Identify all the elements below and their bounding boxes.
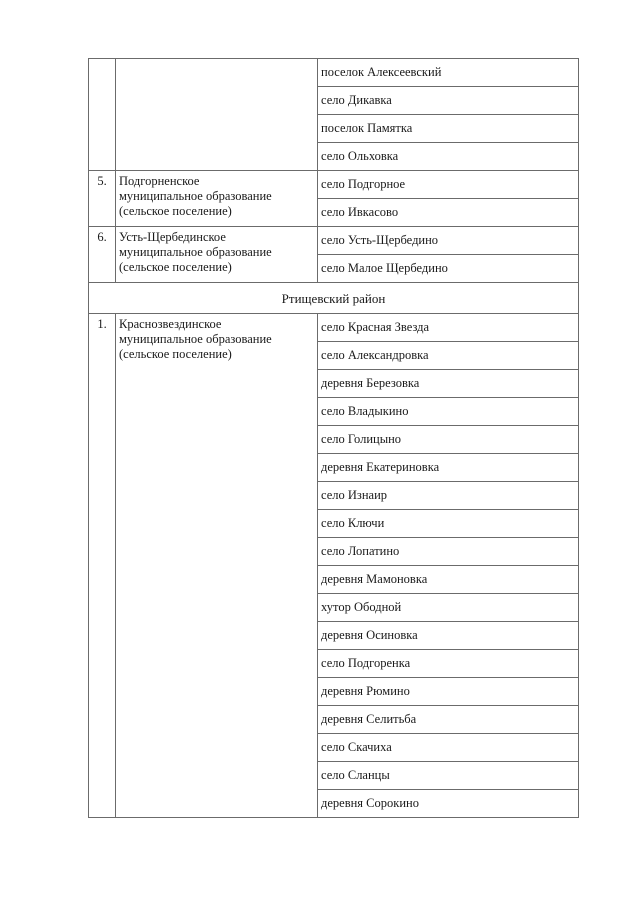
municipality-line: Краснозвездинское xyxy=(119,317,222,331)
municipality-cell xyxy=(116,59,318,171)
settlement-cell: село Подгоренка xyxy=(318,650,579,678)
settlement-cell: деревня Осиновка xyxy=(318,622,579,650)
municipality-line: Усть-Щербединское xyxy=(119,230,226,244)
settlement-cell: село Подгорное xyxy=(318,171,579,199)
settlement-cell: деревня Екатериновка xyxy=(318,454,579,482)
row-number: 6. xyxy=(89,227,116,283)
settlement-cell: село Дикавка xyxy=(318,87,579,115)
settlement-cell: село Ивкасово xyxy=(318,199,579,227)
municipality-line: Подгорненское xyxy=(119,174,200,188)
table-body xyxy=(89,59,579,818)
district-title: Ртищевский район xyxy=(89,283,579,314)
settlement-cell: село Усть-Щербедино xyxy=(318,227,579,255)
municipality-line: муниципальное образование xyxy=(119,332,272,346)
settlement-cell: деревня Березовка xyxy=(318,370,579,398)
settlement-cell: село Александровка xyxy=(318,342,579,370)
settlement-cell: деревня Мамоновка xyxy=(318,566,579,594)
settlement-cell: село Лопатино xyxy=(318,538,579,566)
settlement-cell: село Сланцы xyxy=(318,762,579,790)
row-number-cell xyxy=(89,59,116,171)
settlement-cell: село Красная Звезда xyxy=(318,314,579,342)
row-number: 1. xyxy=(89,314,116,818)
district-row xyxy=(89,283,579,314)
settlement-cell: село Изнаир xyxy=(318,482,579,510)
municipality-name xyxy=(116,171,318,227)
settlement-cell: хутор Ободной xyxy=(318,594,579,622)
row-number: 5. xyxy=(89,171,116,227)
settlement-cell: село Владыкино xyxy=(318,398,579,426)
settlement-cell: село Голицыно xyxy=(318,426,579,454)
municipality-line: (сельское поселение) xyxy=(119,260,232,274)
settlement-cell: село Малое Щербедино xyxy=(318,255,579,283)
municipality-line: муниципальное образование xyxy=(119,189,272,203)
municipality-name xyxy=(116,227,318,283)
table-row xyxy=(89,314,579,342)
settlement-cell: деревня Селитьба xyxy=(318,706,579,734)
table-row xyxy=(89,59,579,87)
municipality-line: (сельское поселение) xyxy=(119,347,232,361)
settlements-table xyxy=(88,58,579,818)
settlement-cell: деревня Сорокино xyxy=(318,790,579,818)
settlement-cell: село Ключи xyxy=(318,510,579,538)
table-row xyxy=(89,171,579,199)
settlement-cell: поселок Алексеевский xyxy=(318,59,579,87)
municipality-line: (сельское поселение) xyxy=(119,204,232,218)
municipality-name xyxy=(116,314,318,818)
settlement-cell: село Ольховка xyxy=(318,143,579,171)
table-row xyxy=(89,227,579,255)
settlement-cell: деревня Рюмино xyxy=(318,678,579,706)
municipality-line: муниципальное образование xyxy=(119,245,272,259)
settlement-cell: село Скачиха xyxy=(318,734,579,762)
settlement-cell: поселок Памятка xyxy=(318,115,579,143)
